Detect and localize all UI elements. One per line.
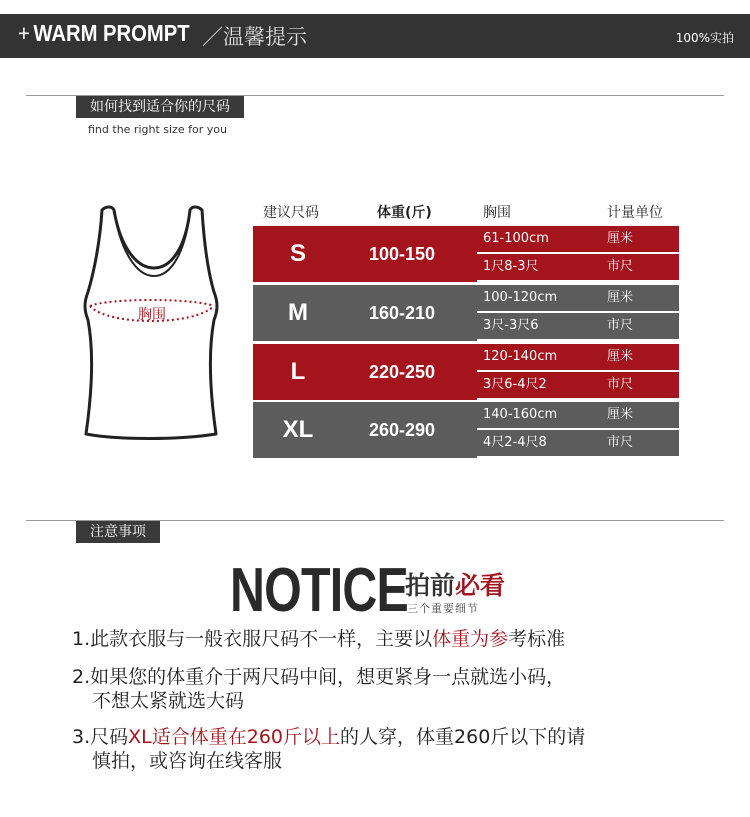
size-section-subtitle: find the right size for you bbox=[88, 123, 227, 136]
size-value: XL bbox=[282, 416, 314, 443]
header-title-cn: ／温馨提示 bbox=[202, 25, 307, 49]
header-title-en-text: WARM PROMPT bbox=[33, 20, 190, 46]
note-2-line-2: 不想太紧就选大码 bbox=[92, 690, 245, 712]
unit-cm: 厘米 bbox=[607, 290, 634, 305]
col-header-unit: 计量单位 bbox=[607, 205, 663, 221]
size-table bbox=[253, 196, 679, 458]
unit-cm: 厘米 bbox=[607, 407, 634, 422]
unit-chi: 市尺 bbox=[607, 377, 634, 392]
size-value: M bbox=[288, 299, 308, 326]
plus-icon: + bbox=[18, 20, 30, 46]
chest-cm-value: 140-160cm bbox=[483, 407, 558, 422]
notice-cn-title bbox=[405, 566, 505, 602]
weight-value: 260-290 bbox=[368, 420, 436, 440]
weight-value: 220-250 bbox=[368, 362, 436, 382]
size-row-l bbox=[253, 344, 679, 400]
notice-section-tag: 注意事项 bbox=[76, 521, 160, 543]
real-photo-badge: 100%实拍 bbox=[675, 31, 734, 45]
unit-cm: 厘米 bbox=[607, 349, 634, 364]
weight-value: 100-150 bbox=[368, 244, 436, 264]
chest-chi-value: 3尺-3尺6 bbox=[483, 318, 539, 333]
header-title-en bbox=[18, 20, 190, 47]
unit-chi: 市尺 bbox=[607, 435, 634, 450]
col-header-size: 建议尺码 bbox=[263, 205, 319, 221]
size-value: S bbox=[289, 240, 306, 267]
size-row-m bbox=[253, 285, 679, 341]
col-header-chest: 胸围 bbox=[483, 205, 511, 221]
header-bar bbox=[0, 14, 750, 58]
note-3-line-2: 慎拍，或咨询在线客服 bbox=[92, 750, 283, 772]
notice-title: NOTICE bbox=[230, 556, 409, 625]
notice-subtitle: 三个重要细节 bbox=[407, 602, 479, 615]
note-3-line-1: 3.尺码XL适合体重在260斤以上的人穿，体重260斤以下的请 bbox=[72, 726, 586, 748]
tank-top-illustration bbox=[68, 202, 238, 442]
chest-chi-value: 3尺6-4尺2 bbox=[483, 377, 547, 392]
weight-value: 160-210 bbox=[368, 303, 436, 323]
unit-chi: 市尺 bbox=[607, 259, 634, 274]
size-row-s bbox=[253, 226, 679, 282]
chest-cm-value: 100-120cm bbox=[483, 290, 558, 305]
col-header-weight: 体重(斤) bbox=[377, 205, 432, 221]
chest-chi-value: 1尺8-3尺 bbox=[483, 259, 539, 274]
unit-chi: 市尺 bbox=[607, 318, 634, 333]
note-2-line-1: 2.如果您的体重介于两尺码中间，想更紧身一点就选小码， bbox=[72, 666, 566, 688]
chest-cm-value: 61-100cm bbox=[483, 231, 549, 246]
size-section-tag: 如何找到适合你的尺码 bbox=[76, 96, 244, 118]
size-value: L bbox=[290, 358, 306, 385]
size-row-xl bbox=[253, 402, 679, 458]
notice-cn-title-b: 必看 bbox=[455, 571, 506, 600]
chest-chi-value: 4尺2-4尺8 bbox=[483, 435, 547, 450]
note-1: 1.此款衣服与一般衣服尺码不一样，主要以体重为参考标准 bbox=[72, 628, 566, 650]
unit-cm: 厘米 bbox=[607, 231, 634, 246]
chest-label: 胸围 bbox=[138, 307, 166, 323]
chest-cm-value: 120-140cm bbox=[483, 349, 558, 364]
notice-cn-title-a: 拍前 bbox=[405, 571, 456, 600]
